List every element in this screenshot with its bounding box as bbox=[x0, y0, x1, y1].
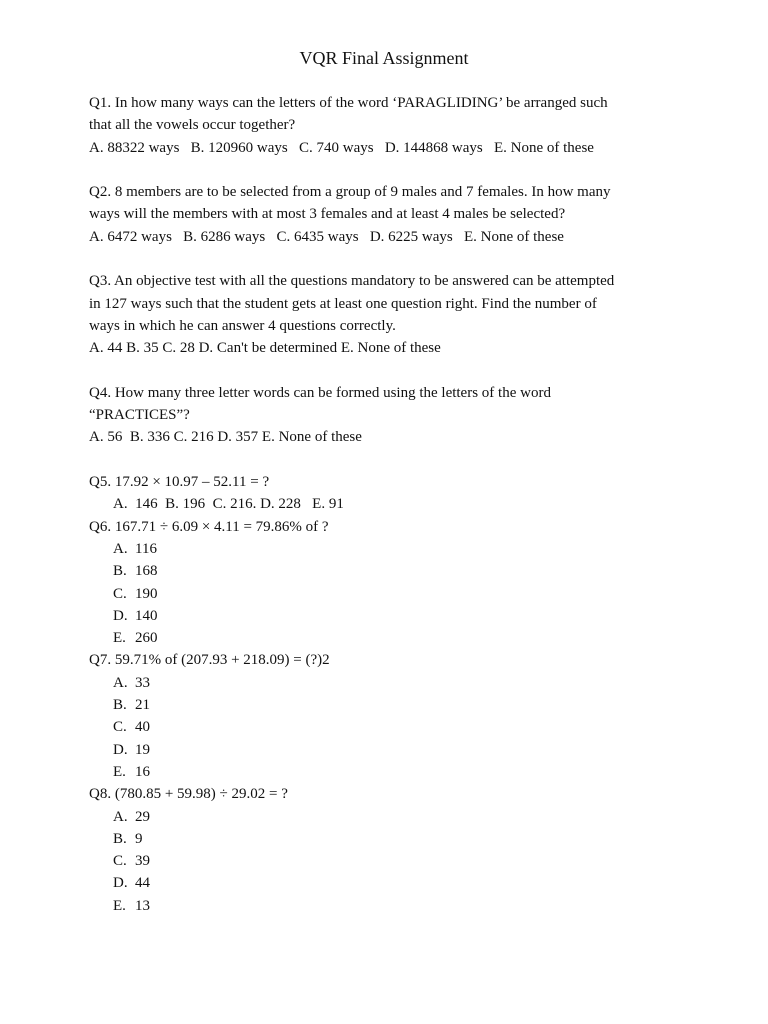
option-letter: E. bbox=[113, 897, 126, 914]
option-letter: C. bbox=[113, 585, 127, 602]
question-8-option-a bbox=[89, 806, 679, 828]
option-value: 21 bbox=[135, 697, 150, 714]
question-7-option-d bbox=[89, 739, 679, 761]
question-8-option-list bbox=[89, 806, 679, 917]
question-7-option-a bbox=[89, 672, 679, 694]
option-letter: B. bbox=[113, 563, 127, 580]
question-7-option-e bbox=[89, 761, 679, 783]
option-letter: E. bbox=[113, 763, 126, 780]
question-6-text: Q6. 167.71 ÷ 6.09 × 4.11 = 79.86% of ? bbox=[89, 518, 329, 535]
question-2-text-line-1: Q2. 8 members are to be selected from a group of 9 males and 7 females. In how many bbox=[89, 184, 611, 201]
question-8-option-d bbox=[89, 872, 679, 894]
option-letter: D. bbox=[113, 607, 128, 624]
question-6-option-c bbox=[89, 583, 679, 605]
option-value: 116 bbox=[135, 540, 157, 557]
option-value: 29 bbox=[135, 808, 150, 825]
question-4-options: A. 56 B. 336 C. 216 D. 357 E. None of these bbox=[89, 429, 362, 446]
option-value: 168 bbox=[135, 563, 158, 580]
option-value: 40 bbox=[135, 719, 150, 736]
option-letter: A. bbox=[113, 540, 128, 557]
question-4-text-line-1: Q4. How many three letter words can be formed using the letters of the word bbox=[89, 384, 551, 401]
question-3-text-line-3: ways in which he can answer 4 questions correctly. bbox=[89, 317, 396, 334]
option-letter: C. bbox=[113, 719, 127, 736]
option-value: 260 bbox=[135, 630, 158, 647]
question-5-text: Q5. 17.92 × 10.97 – 52.11 = ? bbox=[89, 474, 270, 491]
question-4-text-line-2: “PRACTICES”? bbox=[89, 407, 190, 424]
option-value: 16 bbox=[135, 763, 150, 780]
question-7-option-b bbox=[89, 694, 679, 716]
question-3-options: A. 44 B. 35 C. 28 D. Can't be determined E. None of these bbox=[89, 340, 441, 357]
option-value: 33 bbox=[135, 674, 150, 691]
option-letter: B. bbox=[113, 697, 127, 714]
question-6-option-b bbox=[89, 560, 679, 582]
page-title: VQR Final Assignment bbox=[299, 48, 469, 68]
question-6-option-a bbox=[89, 538, 679, 560]
option-letter: D. bbox=[113, 741, 128, 758]
option-value: 190 bbox=[135, 585, 158, 602]
option-letter: A. bbox=[113, 808, 128, 825]
question-1-options: A. 88322 ways B. 120960 ways C. 740 ways D. 144868 ways E. None of these bbox=[89, 139, 594, 156]
question-1-text-line-1: Q1. In how many ways can the letters of the word ‘PARAGLIDING’ be arranged such bbox=[89, 95, 608, 111]
option-value: 19 bbox=[135, 741, 150, 758]
spacer bbox=[89, 159, 679, 181]
spacer bbox=[89, 449, 679, 471]
option-letter: C. bbox=[113, 853, 127, 870]
option-letter: E. bbox=[113, 630, 126, 647]
question-8-option-e bbox=[89, 895, 679, 917]
option-value: 13 bbox=[135, 897, 150, 914]
question-3-text-line-2: in 127 ways such that the student gets at least one question right. Find the number of bbox=[89, 295, 597, 312]
option-value: 44 bbox=[135, 875, 150, 892]
question-7-option-list bbox=[89, 672, 679, 783]
question-6-option-d bbox=[89, 605, 679, 627]
option-letter: B. bbox=[113, 830, 127, 847]
question-5-options: A. 146 B. 196 C. 216. D. 228 E. 91 bbox=[113, 496, 344, 513]
question-6-option-list bbox=[89, 538, 679, 649]
question-list bbox=[89, 92, 679, 917]
question-7-option-c bbox=[89, 716, 679, 738]
spacer bbox=[89, 360, 679, 382]
option-letter: A. bbox=[113, 674, 128, 691]
option-value: 39 bbox=[135, 853, 150, 870]
spacer bbox=[89, 248, 679, 270]
question-8-option-b bbox=[89, 828, 679, 850]
question-7-text: Q7. 59.71% of (207.93 + 218.09) = (?)2 bbox=[89, 652, 330, 669]
question-8-text: Q8. (780.85 + 59.98) ÷ 29.02 = ? bbox=[89, 786, 288, 803]
question-2-options: A. 6472 ways B. 6286 ways C. 6435 ways D. 6225 ways E. None of these bbox=[89, 228, 564, 245]
question-3-text-line-1: Q3. An objective test with all the questions mandatory to be answered can be attempted bbox=[89, 273, 615, 290]
question-6-option-e bbox=[89, 627, 679, 649]
option-value: 140 bbox=[135, 607, 158, 624]
question-1-text-line-2: that all the vowels occur together? bbox=[89, 117, 296, 134]
option-letter: D. bbox=[113, 875, 128, 892]
question-2-text-line-2: ways will the members with at most 3 females and at least 4 males be selected? bbox=[89, 206, 566, 223]
question-8-option-c bbox=[89, 850, 679, 872]
option-value: 9 bbox=[135, 830, 143, 847]
